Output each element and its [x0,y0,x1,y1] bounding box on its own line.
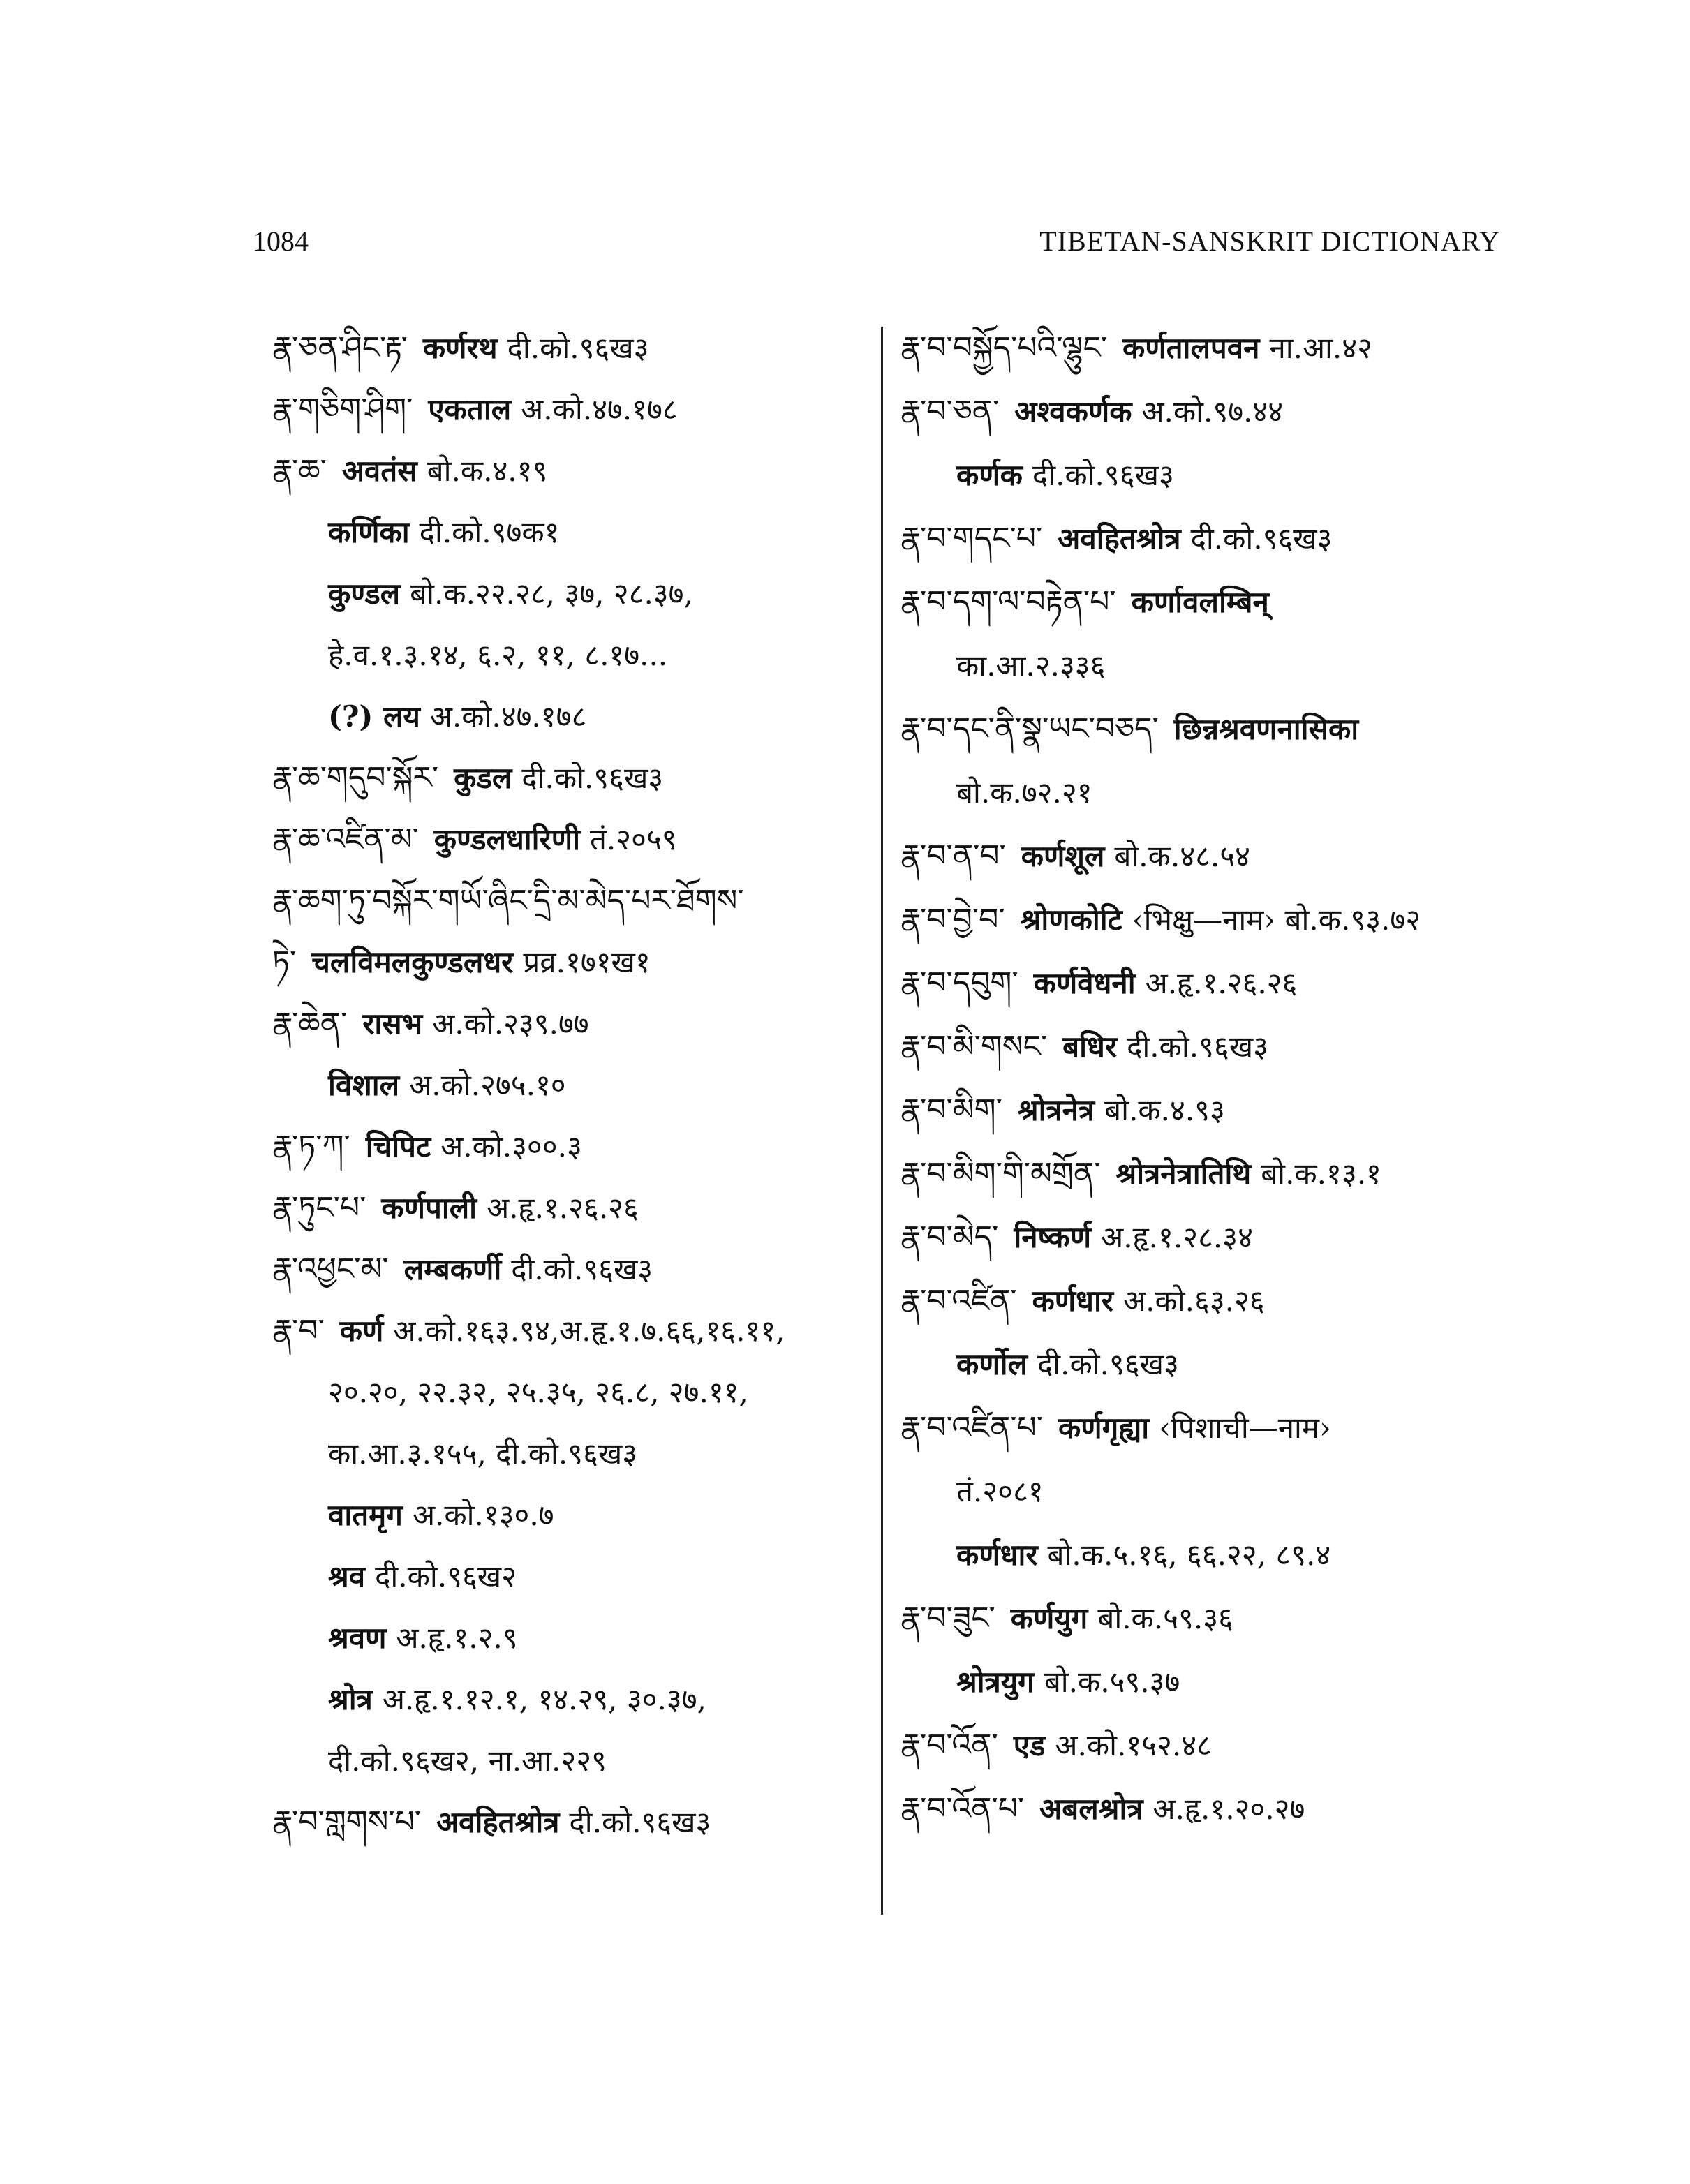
tibetan-headword: རྣ་བ་ [272,1313,325,1349]
entry-line [272,1802,711,1843]
sanskrit-equivalent: अबलश्रोत्र [1039,1792,1143,1826]
entry-line [956,1471,1044,1512]
source-reference: दी.को.९७क१ [419,515,560,549]
page-number: 1084 [253,225,309,257]
tibetan-headword: རྣ་ཆེན་ [272,1006,348,1041]
entry-line [328,1434,637,1474]
source-reference: बो.क.१३.१ [1261,1157,1381,1191]
tibetan-headword: ཏེ་ [272,944,297,980]
tibetan-headword: རྣ་ཆ་འཛིན་མ་ [272,822,419,857]
tibetan-headword: རྣ་བ་འོན་པ་ [900,1791,1025,1827]
sanskrit-equivalent: एड [1013,1728,1046,1762]
source-reference: अ.को.१५२.४८ [1055,1728,1212,1762]
sanskrit-equivalent: श्रोत्रयुग [956,1665,1035,1699]
tibetan-headword: རྣ་ཏུང་པ་ [272,1190,366,1226]
source-reference: अ.हृ.१.२०.२७ [1152,1792,1305,1826]
entry-line [900,1408,1331,1448]
sanskrit-equivalent: कर्णावलम्बिन् [1131,585,1269,619]
tibetan-headword: རྣ་བ་འོན་ [900,1728,998,1763]
entry-line [272,881,759,921]
source-reference: बो.क.५९.३६ [1097,1601,1233,1635]
entry-line [956,1535,1330,1575]
sanskrit-equivalent: कर्ण [339,1314,384,1348]
entry-line [328,574,693,614]
source-reference: अ.को.१३०.७ [412,1498,554,1532]
column-divider [881,327,883,1915]
entry-line [900,900,1421,940]
source-reference: बो.क.२२.२८, ३७, २८.३७, [410,577,693,611]
source-reference: बो.क.५.१६, ६६.२२, ८९.४ [1047,1538,1331,1572]
entry-line [900,1090,1225,1131]
entry-line [328,1495,554,1536]
entry-line [328,635,667,676]
entry-line [900,1789,1305,1829]
entry-line [900,836,1250,877]
entry-line [900,709,1368,750]
tibetan-headword: རྣ་བ་མེད་ [900,1219,999,1255]
source-reference: हे.व.१.३.१४, ६.२, ११, ८.१७... [328,638,668,672]
sanskrit-equivalent: श्रोणकोटि [1020,902,1122,937]
entry-line [328,512,559,553]
sanskrit-equivalent: बधिर [1062,1030,1118,1064]
sanskrit-equivalent: निष्कर्ण [1014,1220,1092,1254]
entry-line [328,697,586,737]
source-reference: ‹भिक्षु—नाम› बो.क.९३.७२ [1132,902,1421,937]
running-head: TIBETAN-SANSKRIT DICTIONARY [1039,225,1500,257]
sanskrit-equivalent: वातमृग [328,1498,403,1532]
tibetan-headword: རྣ་བ་མི་གསང་ [900,1029,1048,1064]
entry-line [956,455,1174,496]
tibetan-headword: རྣ་བ་བསྐྱོད་པའི་ལྷུང་ [900,330,1107,366]
sanskrit-equivalent: कर्णवेधनी [1033,966,1136,1000]
source-reference: तं.२०५९ [589,822,677,856]
sanskrit-equivalent: (?) लय [328,699,420,734]
sanskrit-equivalent: कर्णिका [328,515,410,549]
source-reference: ना.आ.४२ [1269,331,1372,365]
tibetan-headword: རྣ་ཆ་གདུབ་སྐོར་ [272,760,439,796]
source-reference: अ.को.४७.१७८ [429,699,587,734]
source-reference: अ.हृ.१.१२.१, १४.२९, ३०.३७, [382,1682,706,1716]
source-reference: अ.को.१६३.९४,अ.हृ.१.७.६६,१६.११, [393,1314,785,1348]
source-reference: बो.क.७२.२१ [956,775,1092,810]
tibetan-headword: རྣ་བ་ཅན་ [900,394,1000,429]
source-reference: अ.हृ.१.२८.३४ [1101,1220,1253,1254]
source-reference: अ.को.६३.२६ [1123,1284,1265,1318]
sanskrit-equivalent: श्रोत्रनेत्रातिथि [1115,1157,1252,1191]
source-reference: तं.२०८१ [956,1474,1044,1508]
sanskrit-equivalent: कुडल [454,761,512,795]
source-reference: अ.को.२७५.१० [409,1068,566,1102]
sanskrit-equivalent: कर्णपाली [381,1191,477,1225]
entry-line [956,773,1092,813]
entry-line [272,942,651,983]
sanskrit-equivalent: अवहितश्रोत्र [436,1805,560,1839]
entry-line [956,1344,1179,1385]
source-reference: का.आ.२.३३६ [956,648,1106,683]
entry-line [272,1004,589,1044]
tibetan-headword: རྣ་བ་ན་བ་ [900,838,1006,874]
sanskrit-equivalent: कर्णरथ [422,331,498,365]
tibetan-headword: རྣ་ཆ་ [272,453,327,489]
source-reference: दी.को.९६ख३ [1032,458,1174,492]
entry-line [900,519,1333,559]
source-reference: दी.को.९६ख२ [375,1559,517,1594]
entry-line [272,1311,785,1351]
source-reference: अ.हृ.१.२६.२६ [1145,966,1298,1000]
entry-line [900,1725,1212,1766]
source-reference: दी.को.९६ख३ [511,1252,653,1286]
tibetan-headword: རྣ་བ་དབུག་ [900,965,1018,1001]
tibetan-headword: རྣ་བ་ཟུང་ [900,1600,995,1636]
entry-line [272,328,648,369]
entry-line [900,1154,1381,1194]
entry-line [900,1598,1233,1639]
sanskrit-equivalent: कर्णधार [1032,1284,1114,1318]
entry-line [900,1027,1268,1067]
entry-line [328,1741,607,1781]
source-reference: अ.को.९७.४४ [1141,394,1284,429]
sanskrit-equivalent: छिन्नश्रवणनासिका [1173,712,1359,746]
entry-line [900,1281,1265,1321]
sanskrit-equivalent: श्रोत्र [328,1682,373,1716]
tibetan-headword: རྣ་ཏ་ཀ་ [272,1129,350,1164]
source-reference: बो.क.४.१९ [427,454,548,488]
source-reference: दी.को.९६ख३ [1190,521,1333,556]
tibetan-headword: རྣ་བ་མིག་ [900,1092,1002,1128]
source-reference: बो.क.५९.३७ [1044,1665,1180,1699]
entry-line [956,1662,1180,1702]
tibetan-headword: རྣ་བ་གླགས་པ་ [272,1804,422,1840]
tibetan-headword: རྣ་བ་མིག་གི་མགྲོན་ [900,1156,1101,1191]
entry-line [328,1618,518,1658]
sanskrit-equivalent: कर्णशूल [1021,839,1105,873]
source-reference: दी.को.९६ख३ [1037,1347,1179,1381]
entry-line [328,1065,566,1106]
sanskrit-equivalent: चलविमलकुण्डलधर [311,945,514,979]
source-reference: २०.२०, २२.३२, २५.३५, २६.८, २७.११, [328,1375,748,1409]
entry-line [272,1127,582,1167]
sanskrit-equivalent: एकताल [428,392,512,426]
entry-line [956,646,1105,686]
sanskrit-equivalent: श्रवण [328,1621,387,1655]
source-reference: बो.क.४.९३ [1104,1093,1225,1127]
entry-line [272,1188,639,1228]
sanskrit-equivalent: कर्णोल [956,1347,1028,1381]
source-reference: अ.को.२३९.७७ [432,1006,589,1041]
entry-line [272,1249,653,1290]
tibetan-headword: རྣ་བ་དང་ནི་སྣ་ཡང་བཅད་ [900,711,1159,747]
sanskrit-equivalent: अवहितश्रोत्र [1058,521,1181,556]
entry-line [900,1217,1253,1258]
entry-line [900,582,1279,623]
tibetan-headword: རྣ་འཕྱང་མ་ [272,1251,389,1287]
sanskrit-equivalent: चिपिट [365,1129,431,1164]
source-reference: दी.को.९६ख३ [1127,1030,1268,1064]
source-reference: बो.क.४८.५४ [1114,839,1250,873]
source-reference: दी.को.९६ख३ [521,761,664,795]
tibetan-headword: རྣ་གཅིག་ཤིག་ [272,392,413,427]
sanskrit-equivalent: कर्णधार [956,1538,1038,1572]
source-reference: अ.को.३००.३ [440,1129,582,1164]
tibetan-headword: རྣ་བ་དག་ལ་བརྟེན་པ་ [900,584,1116,620]
sanskrit-equivalent: अवतंस [341,454,417,488]
source-reference: अ.हृ.१.२६.२६ [487,1191,639,1225]
sanskrit-equivalent: विशाल [328,1068,400,1102]
tibetan-headword: རྣ་ཆག་ཏུ་བསྐོར་གཡོ་ཞིང་དྲི་མ་མེད་པར་ཐོགས་ [272,883,744,919]
source-reference: ‹पिशाची—नाम› [1159,1411,1331,1445]
entry-line [272,819,677,860]
tibetan-headword: རྣ་བ་གདང་པ་ [900,521,1043,556]
sanskrit-equivalent: कुण्डलधारिणी [433,822,580,856]
source-reference: दी.को.९६ख३ [507,331,649,365]
source-reference: दी.को.९६ख३ [569,1805,711,1839]
sanskrit-equivalent: कर्णयुग [1010,1601,1088,1635]
sanskrit-equivalent: कर्णक [956,458,1023,492]
sanskrit-equivalent: श्रव [328,1559,366,1594]
entry-line [900,392,1283,432]
tibetan-headword: རྣ་བ་བྱེ་བ་ [900,902,1005,937]
sanskrit-equivalent: कर्णगृह्या [1058,1411,1150,1445]
entry-line [328,1372,748,1413]
sanskrit-equivalent: श्रोत्रनेत्र [1017,1093,1095,1127]
tibetan-headword: རྣ་ཅན་ཤིང་རྟ་ [272,330,408,366]
entry-line [328,1557,517,1597]
entry-line [272,758,663,798]
sanskrit-equivalent: कर्णतालपवन [1122,331,1260,365]
tibetan-headword: རྣ་བ་འཛིན་ [900,1283,1017,1318]
sanskrit-equivalent: अश्वकर्णक [1014,394,1132,429]
source-reference: अ.को.४७.१७८ [521,392,678,426]
entry-line [900,328,1372,369]
sanskrit-equivalent: कुण्डल [328,577,401,611]
source-reference: दी.को.९६ख२, ना.आ.२२९ [328,1744,607,1778]
source-reference: प्रव्र.१७१ख१ [523,945,651,979]
entry-line [328,1679,706,1720]
entry-line [272,389,678,430]
entry-line [272,451,547,491]
tibetan-headword: རྣ་བ་འཛིན་པ་ [900,1410,1043,1446]
sanskrit-equivalent: लम्बकर्णी [403,1252,502,1286]
source-reference: अ.हृ.१.२.९ [396,1621,518,1655]
entry-line [900,963,1297,1004]
sanskrit-equivalent: रासभ [362,1006,423,1041]
source-reference: का.आ.३.१५५, दी.को.९६ख३ [328,1436,638,1471]
